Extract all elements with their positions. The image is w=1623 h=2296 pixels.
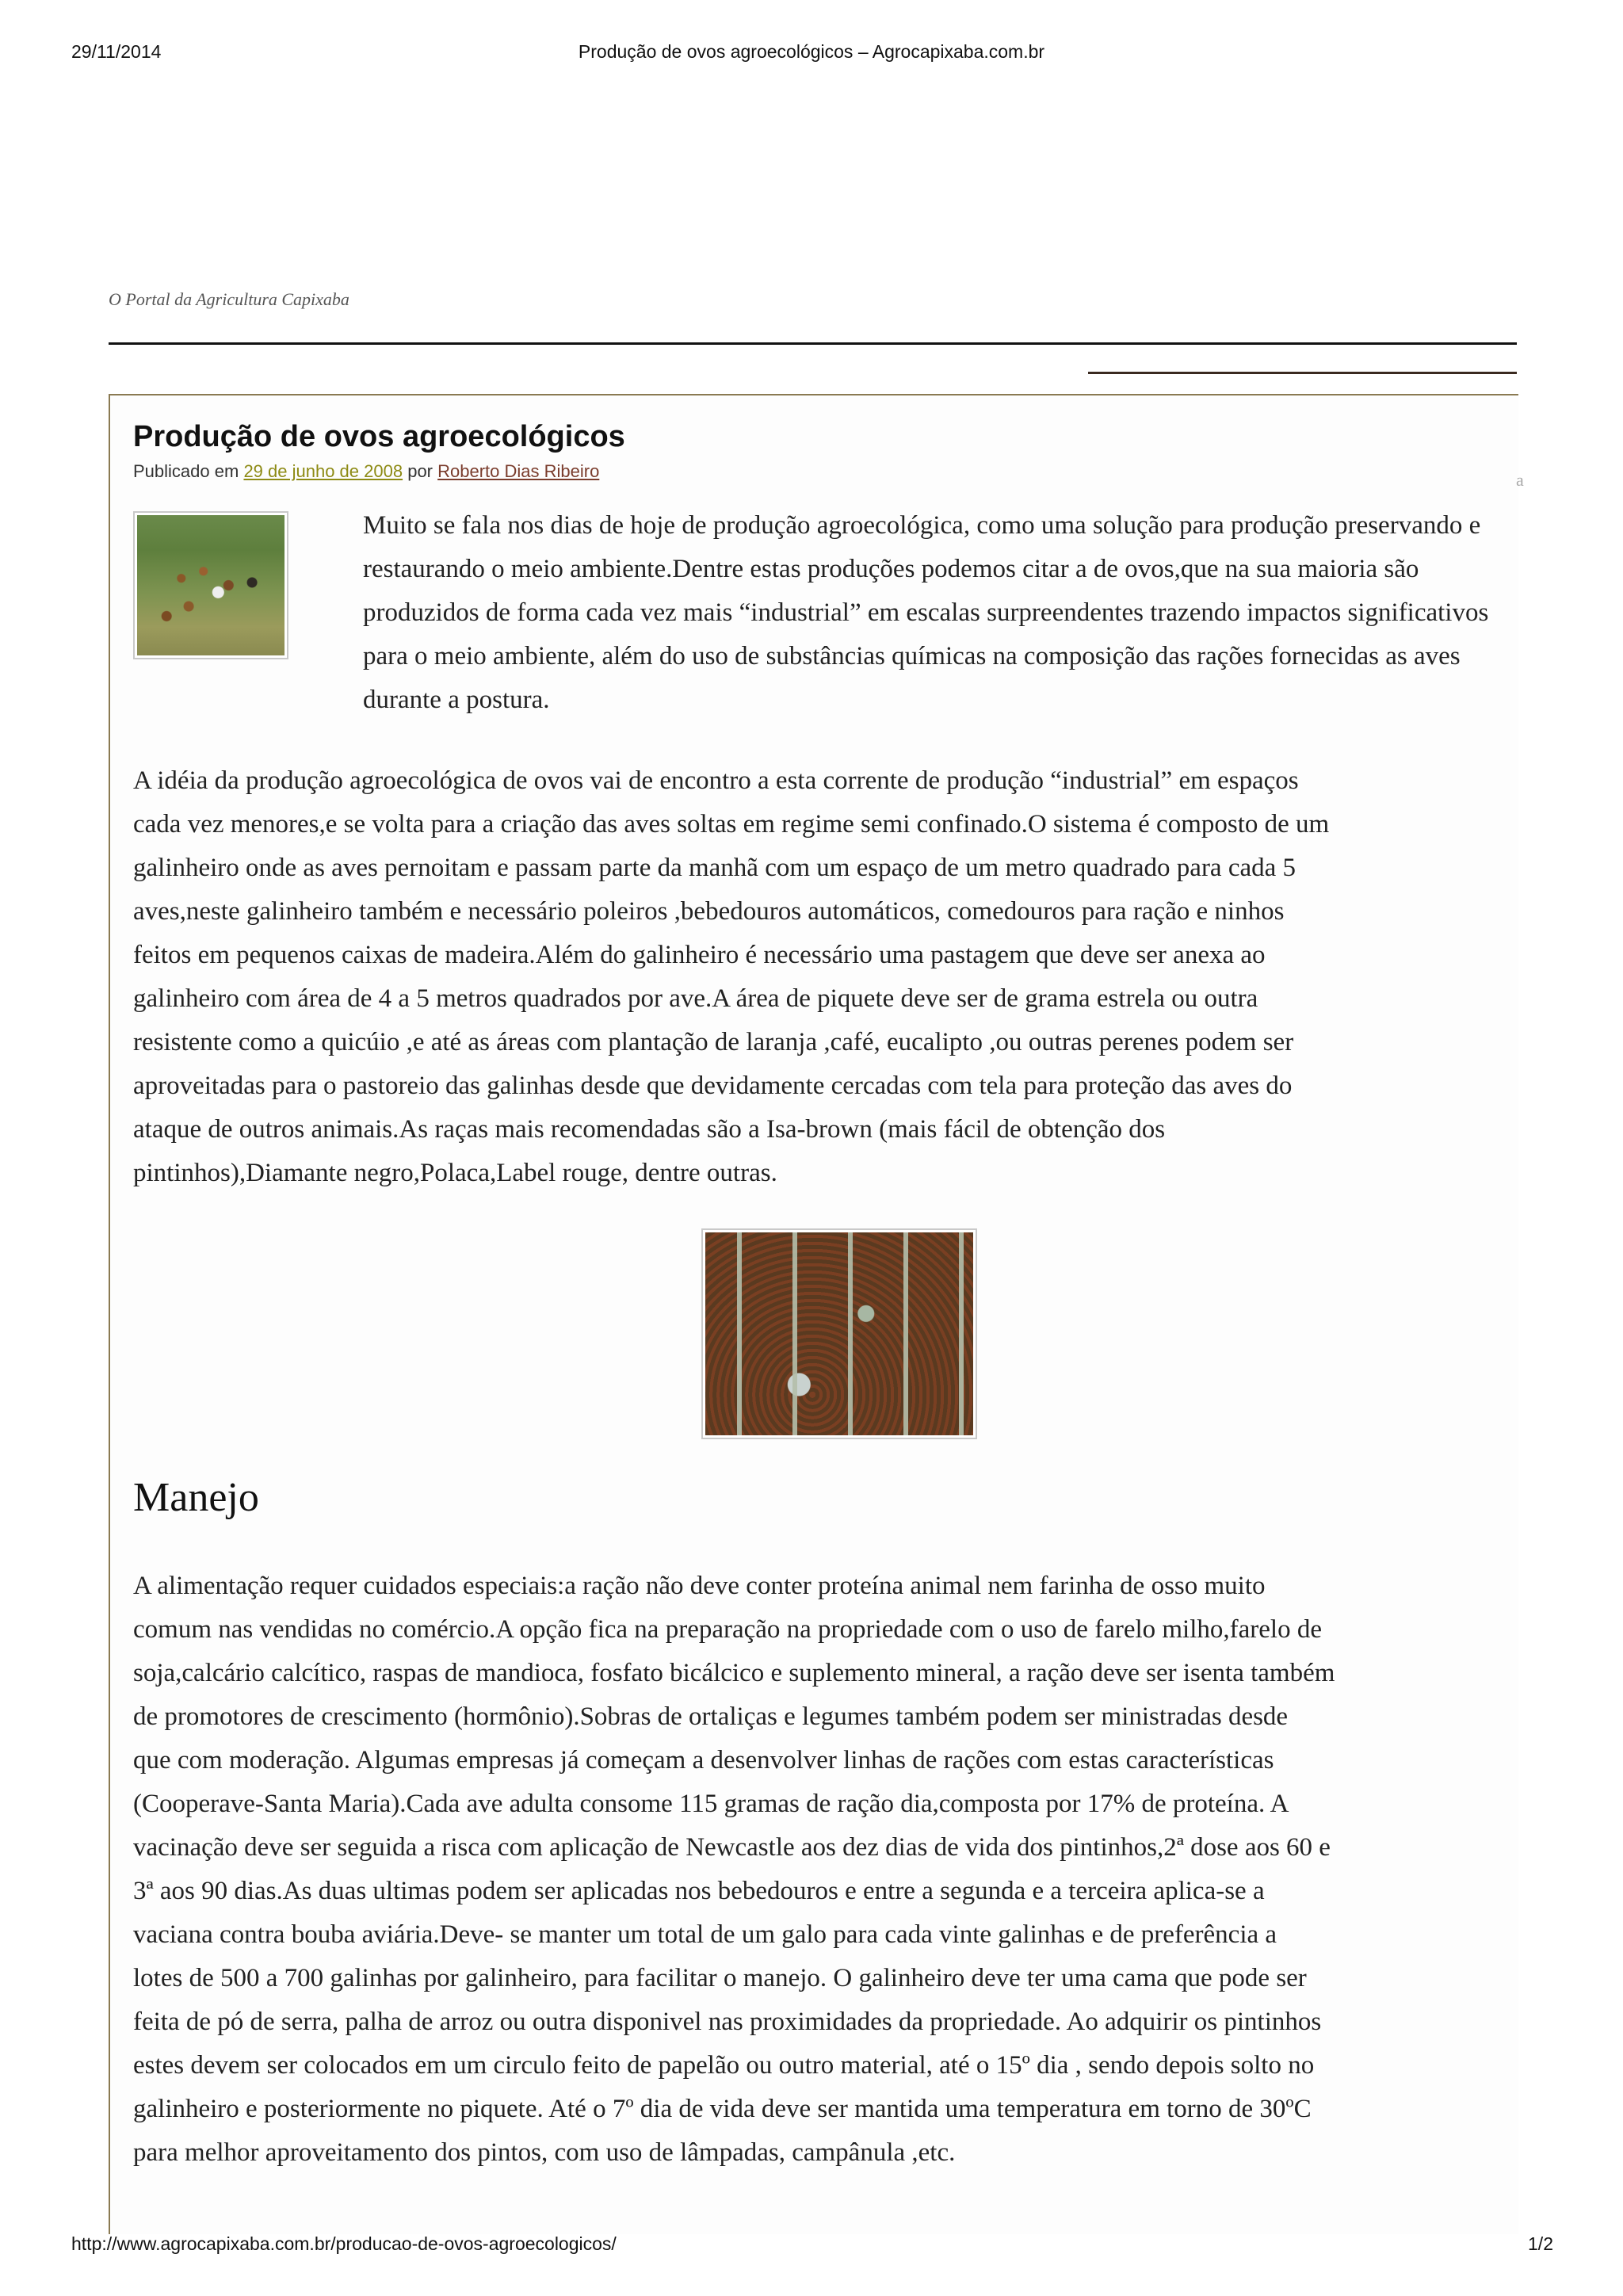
published-prefix: Publicado em [133,461,239,481]
paragraph-2 [133,759,1517,1195]
text-line: estes devem ser colocados em um circulo feito de papelão ou outro material, até o 15º dia , sendo depois solto no [133,2051,1315,2080]
header-divider [109,342,1517,345]
text-line: vacinação deve ser seguida a risca com aplicação de Newcastle aos dez dias de vida dos pintinhos,2ª dose aos 60 e [133,1833,1331,1862]
text-line: pintinhos),Diamante negro,Polaca,Label rouge, dentre outras. [133,1159,777,1187]
text-line: A idéia da produção agroecológica de ovos vai de encontro a esta corrente de produção “industrial” em espaços [133,766,1299,795]
text-line: para melhor aproveitamento dos pintos, com uso de lâmpadas, campânula ,etc. [133,2138,956,2167]
henhouse-photo[interactable] [701,1228,977,1439]
text-line: que com moderação. Algumas empresas já começam a desenvolver linhas de rações com estas características [133,1746,1274,1775]
text-line: vaciana contra bouba aviária.Deve- se manter um total de um galo para cada vinte galinhas e de preferência a [133,1920,1277,1949]
text-line: resistente como a quicúio ,e até as áreas com plantação de laranja ,café, eucalipto ,ou outras perenes podem ser [133,1028,1294,1056]
text-line: galinheiro com área de 4 a 5 metros quadrados por ave.A área de piquete deve ser de grama estrela ou outra [133,984,1258,1013]
article-author-link[interactable]: Roberto Dias Ribeiro [437,461,600,481]
text-line: soja,calcário calcítico, raspas de mandioca, fosfato bicálcico e suplemento mineral, a ração deve ser isenta também [133,1659,1335,1687]
text-line: aves,neste galinheiro também e necessário poleiros ,bebedouros automáticos, comedouros para ração e ninhos [133,897,1285,926]
text-line: ataque de outros animais.As raças mais recomendadas são a Isa-brown (mais fácil de obtenção dos [133,1115,1166,1144]
section-heading-manejo: Manejo [133,1475,259,1520]
print-url: http://www.agrocapixaba.com.br/producao-de-ovos-agroecologicos/ [71,2233,617,2254]
print-header [0,41,1623,67]
text-line: cada vez menores,e se volta para a criação das aves soltas em regime semi confinado.O sistema é composto de um [133,810,1330,839]
print-footer [0,2233,1623,2259]
sidebar-fragment: a [1516,470,1524,490]
text-line: A alimentação requer cuidados especiais:a ração não deve conter proteína animal nem farinha de osso muito [133,1572,1266,1600]
print-page-number: 1/2 [1528,2233,1553,2254]
sidebar-divider [1088,372,1517,374]
article-date-link[interactable]: 29 de junho de 2008 [243,461,403,481]
text-line: feitos em pequenos caixas de madeira.Além do galinheiro é necessário uma pastagem que deve ser anexa ao [133,941,1266,969]
intro-paragraph [133,504,1517,722]
text-line: comum nas vendidas no comércio.A opção fica na preparação na propriedade com o uso de farelo milho,farelo de [133,1615,1322,1644]
text-line: de promotores de crescimento (hormônio).Sobras de ortaliças e legumes também podem ser ministradas desde [133,1702,1289,1731]
text-line: lotes de 500 a 700 galinhas por galinheiro, para facilitar o manejo. O galinheiro deve ter uma cama que pode ser [133,1964,1307,1992]
text-line: feita de pó de serra, palha de arroz ou outra disponivel nas proximidades da propriedade. Ao adquirir os pintinhos [133,2008,1322,2036]
site-tagline: O Portal da Agricultura Capixaba [109,289,349,309]
article-title: Produção de ovos agroecológicos [133,420,625,453]
paragraph-manejo [133,1564,1517,2175]
intro-text: Muito se fala nos dias de hoje de produção agroecológica, como uma solução para produção preservando e restaurando o meio ambiente.Dentre estas produções podemos citar a de ovos,que na sua maioria são produzidos de forma cada vez mais “industrial” em escalas surpreendentes trazendo impactos significativos para o meio ambiente, além do uso de substâncias químicas na composição das rações fornecidas as aves durante a postura. [363,511,1489,714]
by-label: por [407,461,433,481]
text-line: 3ª aos 90 dias.As duas ultimas podem ser aplicadas nos bebedouros e entre a segunda e a terceira aplica-se a [133,1877,1265,1905]
text-line: aproveitadas para o pastoreio das galinhas desde que devidamente cercadas com tela para proteção das aves do [133,1072,1293,1100]
article-meta [133,461,599,482]
text-line: galinheiro onde as aves pernoitam e passam parte da manhã com um espaço de um metro quadrado para cada 5 [133,854,1296,882]
print-page-title: Produção de ovos agroecológicos – Agrocapixaba.com.br [578,41,1045,62]
text-line: galinheiro e posteriormente no piquete. Até o 7º dia de vida deve ser mantida uma temperatura em torno de 30ºC [133,2095,1312,2123]
text-line: (Cooperave-Santa Maria).Cada ave adulta consome 115 gramas de ração dia,composta por 17% de proteína. A [133,1790,1289,1818]
print-date: 29/11/2014 [71,41,162,62]
